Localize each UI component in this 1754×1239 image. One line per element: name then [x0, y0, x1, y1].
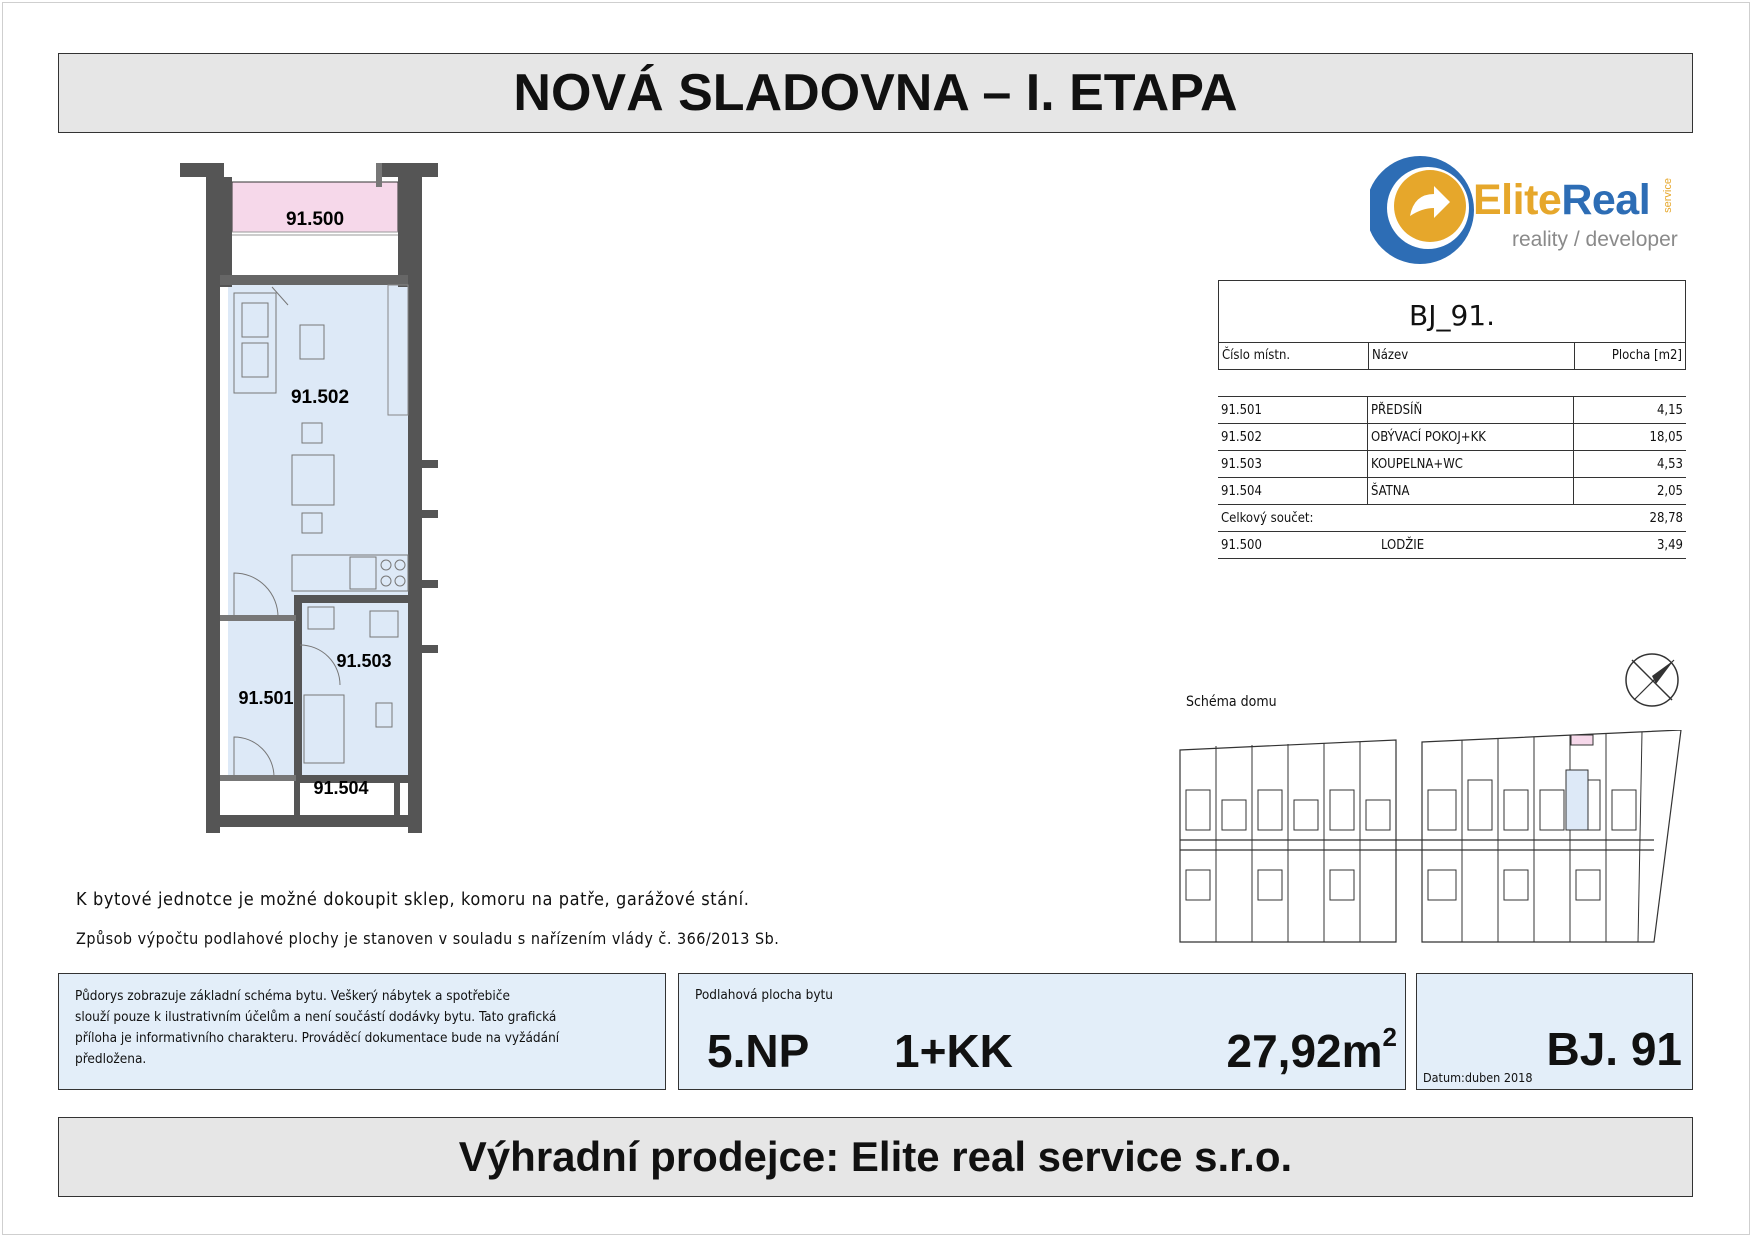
summary-box — [678, 973, 1406, 1090]
floor-area-value: $27,92m^2$ — [1226, 1022, 1397, 1077]
table-row: 91.501 PŘEDSÍŇ 4,15 — [1218, 397, 1686, 424]
logo-service-text: service — [1662, 178, 1674, 213]
room-table — [1218, 280, 1686, 559]
table-row: 91.503 KOUPELNA+WC 4,53 — [1218, 451, 1686, 478]
room-label-living: 91.502 — [290, 387, 350, 408]
column-number: Číslo místn. — [1219, 343, 1369, 369]
room-label-hall: 91.501 — [238, 688, 294, 708]
room-label-loggia: 91.500 — [285, 209, 345, 230]
disclaimer-box — [58, 973, 666, 1090]
schema-label: Schéma domu — [1186, 694, 1277, 710]
room-label-wardrobe: 91.504 — [313, 778, 369, 798]
unit-type-value: 1+KK — [894, 1025, 1013, 1077]
column-area: Plocha [m2] — [1611, 348, 1682, 363]
footer-seller: Výhradní prodejce: Elite real service s.r.o. — [58, 1117, 1693, 1197]
logo-wordmark: EliteReal — [1473, 176, 1651, 224]
building-schema — [1176, 730, 1686, 948]
unit-table-title: BJ_91. — [1409, 299, 1495, 332]
date: Datum:duben 2018 — [1423, 1070, 1533, 1085]
disclaimer-text: Půdorys zobrazuje základní schéma bytu. Veškerý nábytek a spotřebiče slouží pouze k ilustrativním účelům a není součástí dodávky bytu. Tato grafická příloha je informativního charakteru. Prováděcí dokumentace bude na vyžádání předložena. — [75, 988, 560, 1067]
page-title: NOVÁ SLADOVNA – I. ETAPA — [58, 53, 1693, 133]
table-total-row: Celkový součet: 28,78 — [1218, 505, 1686, 532]
north-arrow-icon — [1622, 650, 1682, 710]
logo-tagline: reality / developer — [1512, 228, 1678, 251]
table-loggia-row: 91.500 LODŽIE 3,49 — [1218, 532, 1686, 559]
floor-value: 5.NP — [707, 1025, 810, 1077]
room-table-header — [1218, 280, 1686, 370]
room-label-bath: 91.503 — [336, 651, 392, 671]
unit-box — [1416, 973, 1693, 1090]
table-row: 91.502 OBÝVACÍ POKOJ+KK 18,05 — [1218, 424, 1686, 451]
table-row: 91.504 ŠATNA 2,05 — [1218, 478, 1686, 505]
regulation-note: Způsob výpočtu podlahové plochy je stanoven v souladu s nařízením vlády č. 366/2013 Sb. — [76, 929, 780, 948]
extras-note: K bytové jednotce je možné dokoupit sklep, komoru na patře, garážové stání. — [76, 889, 750, 910]
floor-plan — [180, 155, 470, 855]
unit-code: BJ. 91 — [1546, 1023, 1682, 1075]
summary-label: Podlahová plocha bytu — [695, 987, 833, 1003]
column-name: Název — [1369, 343, 1575, 369]
